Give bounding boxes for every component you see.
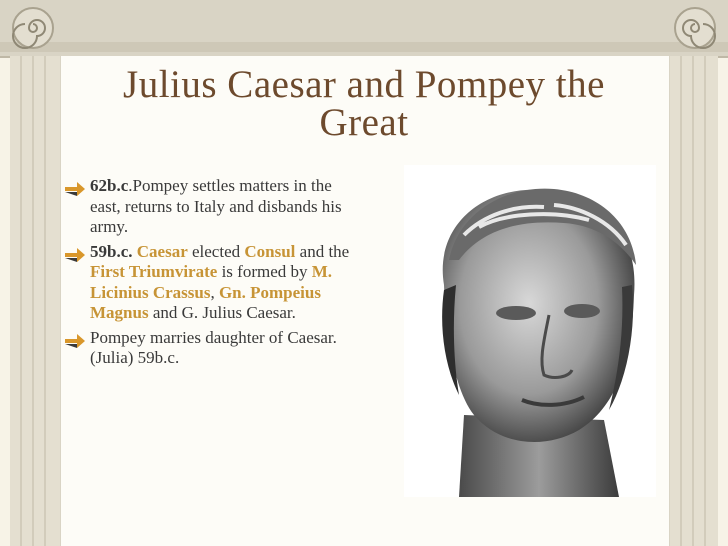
link-first-triumvirate[interactable]: First Triumvirate: [90, 262, 218, 281]
link-caesar[interactable]: Caesar: [136, 241, 188, 261]
arrow-bullet-icon: [64, 245, 86, 263]
bullet-3-text: Pompey marries daughter of Caesar. (Julia) 59b.c.: [90, 327, 337, 367]
volute-left-icon: [8, 5, 58, 51]
arrow-bullet-icon: [64, 179, 86, 197]
title-line-1: Julius Caesar and Pompey the: [123, 63, 605, 106]
bullet-1-text: .Pompey settles matters in the east, returns to Italy and disbands his army.: [90, 176, 342, 236]
slide-title: [60, 63, 668, 144]
title-line-2: Great: [319, 101, 409, 144]
pillar-left: [10, 56, 60, 546]
bullet-item-2: 59b.c. Caesar elected Consul and the First Triumvirate is formed by M. Licinius Crassus, Gn. Pompeius Magnus and G. Julius Caesar.: [58, 242, 358, 324]
bullet-item-3: [58, 328, 358, 369]
bullet-2-date: 59b.c.: [90, 241, 133, 261]
bullet-1-date: 62b.c: [90, 176, 129, 195]
bullet-item-1: [58, 176, 358, 238]
link-consul[interactable]: Consul: [244, 241, 296, 261]
pompey-bust-portrait: [404, 165, 656, 497]
link-crassus[interactable]: M. Licinius Crassus: [90, 262, 333, 302]
bullet-list: [58, 176, 358, 373]
link-pompeius-magnus[interactable]: Gn. Pompeius Magnus: [90, 282, 321, 322]
volute-right-icon: [670, 5, 720, 51]
column-capital: [0, 0, 728, 58]
arrow-bullet-icon: [64, 331, 86, 349]
